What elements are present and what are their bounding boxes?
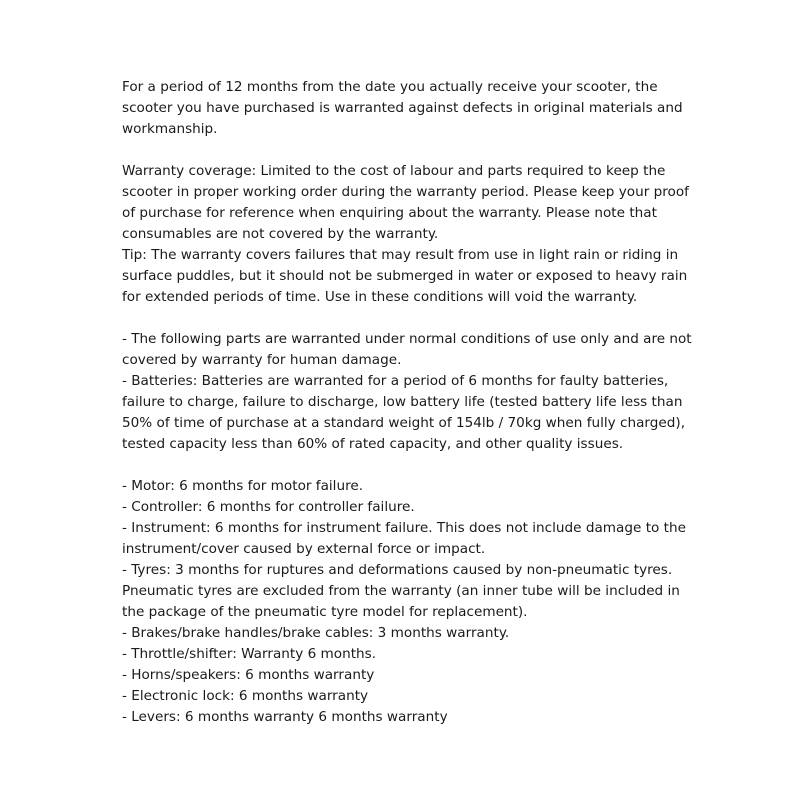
list-item: instrument/cover caused by external force or impact. xyxy=(122,541,486,557)
text-line: of purchase for reference when enquiring about the warranty. Please note that xyxy=(122,205,657,221)
text-line: Tip: The warranty covers failures that may result from use in light rain or riding in xyxy=(122,247,679,263)
text-line: For a period of 12 months from the date you actually receive your scooter, the xyxy=(122,79,658,95)
list-item: - Brakes/brake handles/brake cables: 3 months warranty. xyxy=(122,625,510,641)
text-line: surface puddles, but it should not be submerged in water or exposed to heavy rain xyxy=(122,268,688,284)
text-line: scooter you have purchased is warranted against defects in original materials and xyxy=(122,100,683,116)
text-line: for extended periods of time. Use in these conditions will void the warranty. xyxy=(122,289,638,305)
text-line: tested capacity less than 60% of rated capacity, and other quality issues. xyxy=(122,436,624,452)
text-line: - The following parts are warranted under normal conditions of use only and are not xyxy=(122,331,692,347)
list-item: - Horns/speakers: 6 months warranty xyxy=(122,667,375,683)
list-item: - Controller: 6 months for controller failure. xyxy=(122,499,415,515)
text-line: workmanship. xyxy=(122,121,218,137)
list-item: - Tyres: 3 months for ruptures and deformations caused by non-pneumatic tyres. xyxy=(122,562,673,578)
component-list xyxy=(122,476,686,728)
text-line: covered by warranty for human damage. xyxy=(122,352,402,368)
intro-paragraph xyxy=(122,77,682,140)
parts-batteries-paragraph xyxy=(122,329,692,455)
text-line: scooter in proper working order during the warranty period. Please keep your proof xyxy=(122,184,689,200)
coverage-paragraph xyxy=(122,161,689,308)
list-item: - Levers: 6 months warranty 6 months warranty xyxy=(122,709,448,725)
text-line: failure to charge, failure to discharge, low battery life (tested battery life less than xyxy=(122,394,683,410)
list-item: - Throttle/shifter: Warranty 6 months. xyxy=(122,646,377,662)
list-item: - Motor: 6 months for motor failure. xyxy=(122,478,364,494)
list-item: Pneumatic tyres are excluded from the warranty (an inner tube will be included in xyxy=(122,583,680,599)
text-line: consumables are not covered by the warranty. xyxy=(122,226,439,242)
text-line: 50% of time of purchase at a standard weight of 154lb / 70kg when fully charged), xyxy=(122,415,686,431)
text-line: Warranty coverage: Limited to the cost of labour and parts required to keep the xyxy=(122,163,666,179)
text-line: - Batteries: Batteries are warranted for a period of 6 months for faulty batteries, xyxy=(122,373,669,389)
list-item: - Electronic lock: 6 months warranty xyxy=(122,688,369,704)
list-item: the package of the pneumatic tyre model for replacement). xyxy=(122,604,528,620)
list-item: - Instrument: 6 months for instrument failure. This does not include damage to the xyxy=(122,520,686,536)
warranty-document xyxy=(122,77,692,728)
